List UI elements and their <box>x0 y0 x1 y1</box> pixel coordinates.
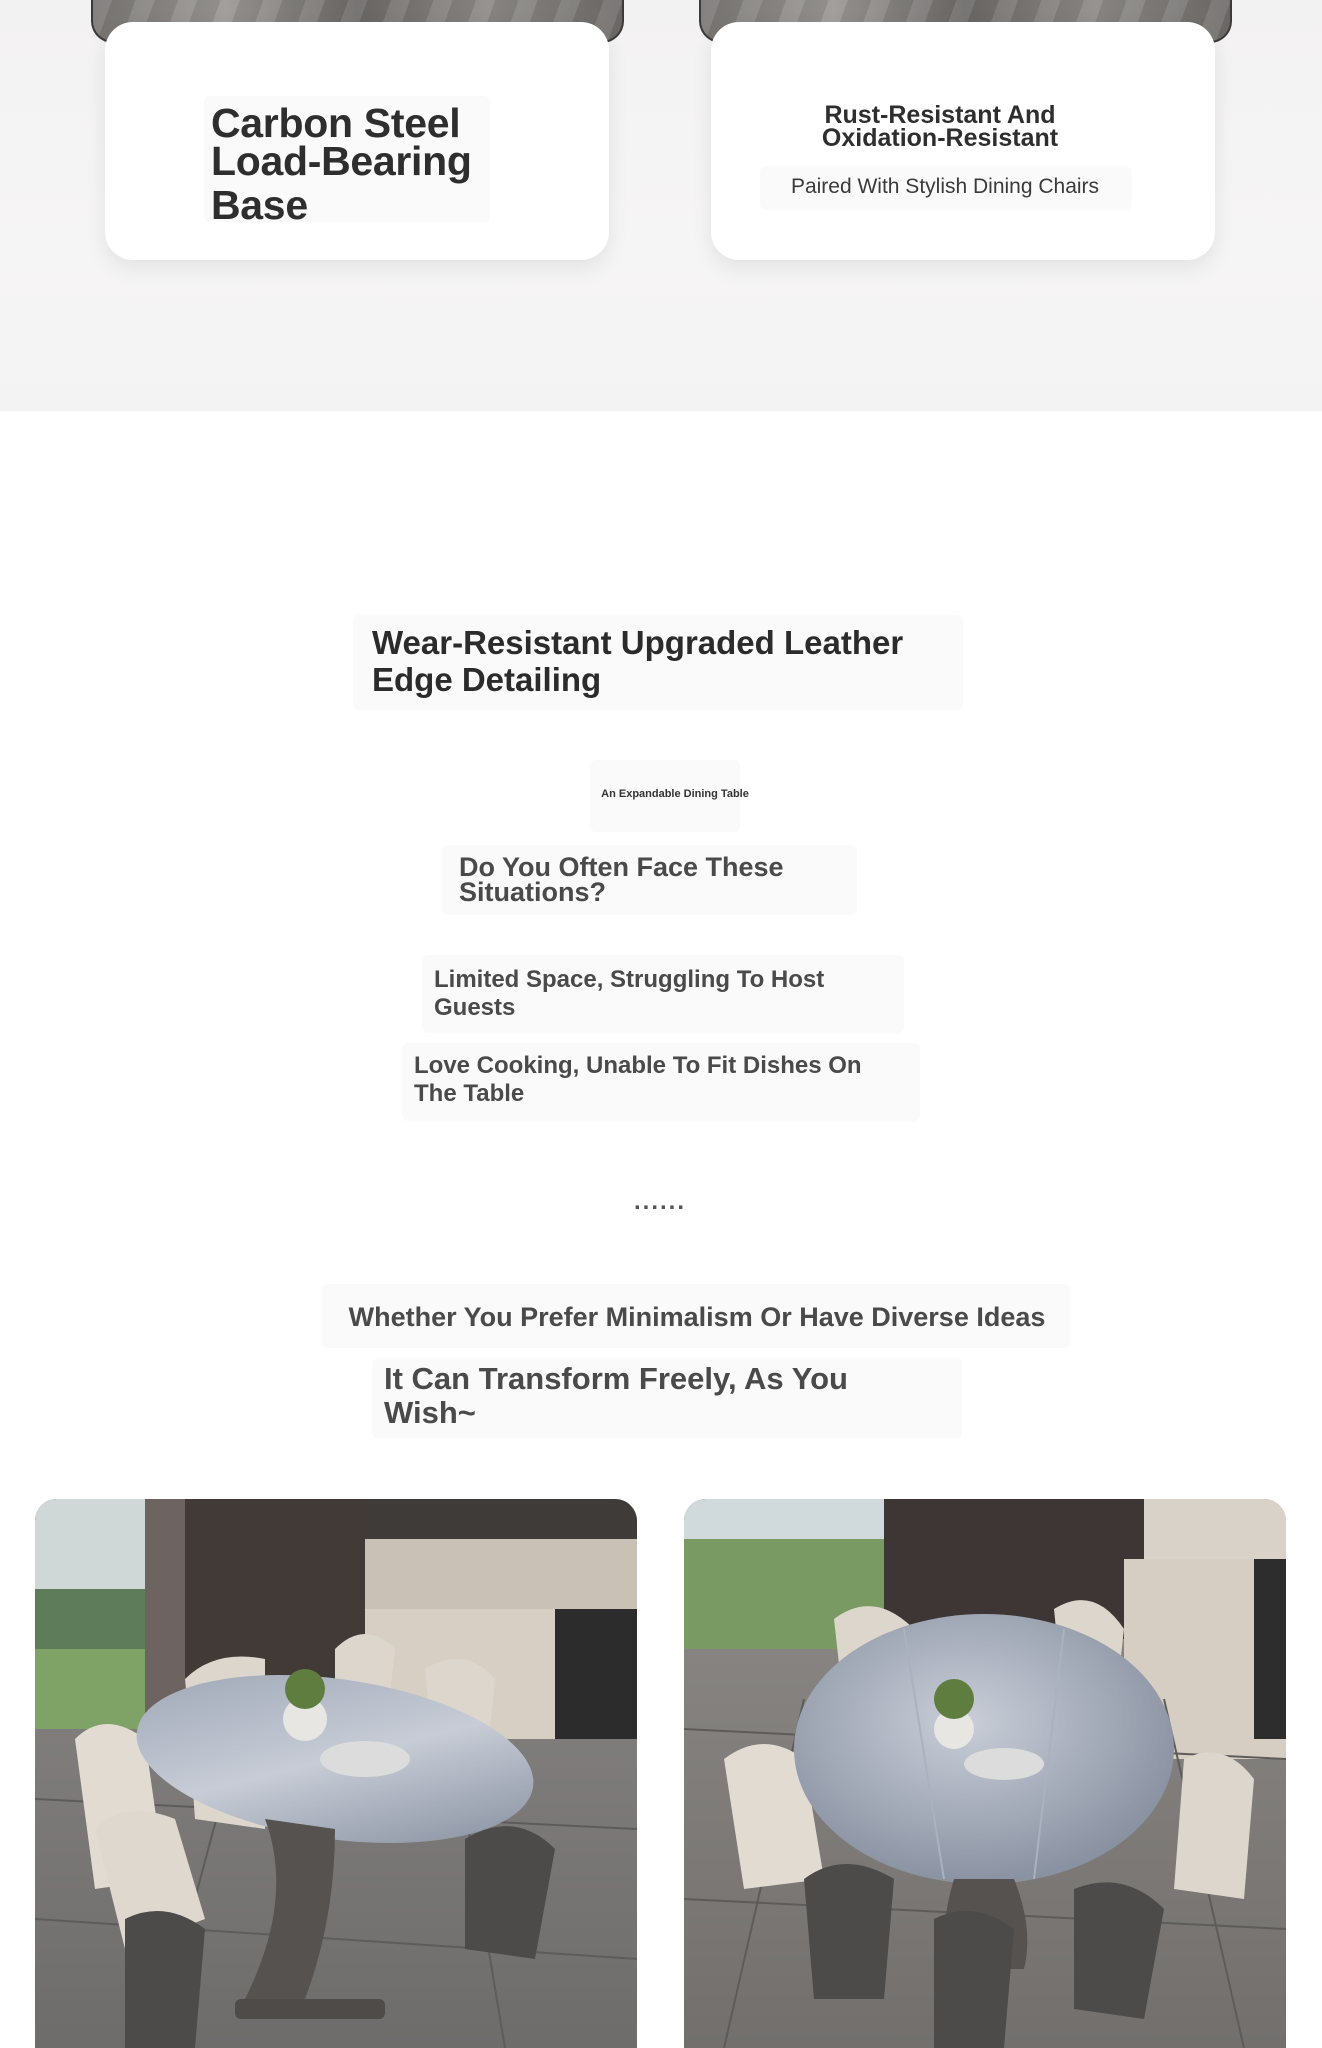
expandable-table-label: An Expandable Dining Table <box>601 788 749 800</box>
point-line: The Table <box>414 1080 525 1107</box>
heading-line: Wear-Resistant Upgraded Leather <box>372 624 904 661</box>
rust-resistant-title <box>800 101 1080 152</box>
title-line: Oxidation-Resistant <box>821 124 1059 152</box>
carbon-steel-title <box>211 100 481 228</box>
title-line: Carbon Steel <box>211 100 461 146</box>
title-line: Rust-Resistant And <box>824 101 1056 129</box>
rust-resistant-subtitle: Paired With Stylish Dining Chairs <box>790 175 1100 198</box>
situations-heading <box>459 852 859 907</box>
heading-line: Edge Detailing <box>372 661 602 698</box>
heading-line: Wish~ <box>384 1395 476 1430</box>
point-line: Limited Space, Struggling To Host <box>434 966 825 993</box>
leather-edge-heading <box>372 624 912 698</box>
title-line: Load-Bearing <box>211 138 472 184</box>
point-line: Guests <box>434 994 516 1021</box>
round-dining-table-photo <box>684 1499 1286 2048</box>
oval-dining-table-photo <box>35 1499 637 2048</box>
ellipsis-dots: ...... <box>633 1188 686 1215</box>
limited-space-point <box>434 966 884 1022</box>
minimalism-statement: Whether You Prefer Minimalism Or Have Diverse Ideas <box>348 1302 1046 1332</box>
title-line: Base <box>211 182 308 228</box>
point-line: Love Cooking, Unable To Fit Dishes On <box>414 1052 862 1079</box>
transform-heading <box>384 1362 884 1430</box>
heading-line: Do You Often Face These <box>459 852 784 882</box>
cooking-point <box>414 1052 914 1108</box>
heading-line: Situations? <box>459 877 606 907</box>
heading-line: It Can Transform Freely, As You <box>384 1361 848 1396</box>
